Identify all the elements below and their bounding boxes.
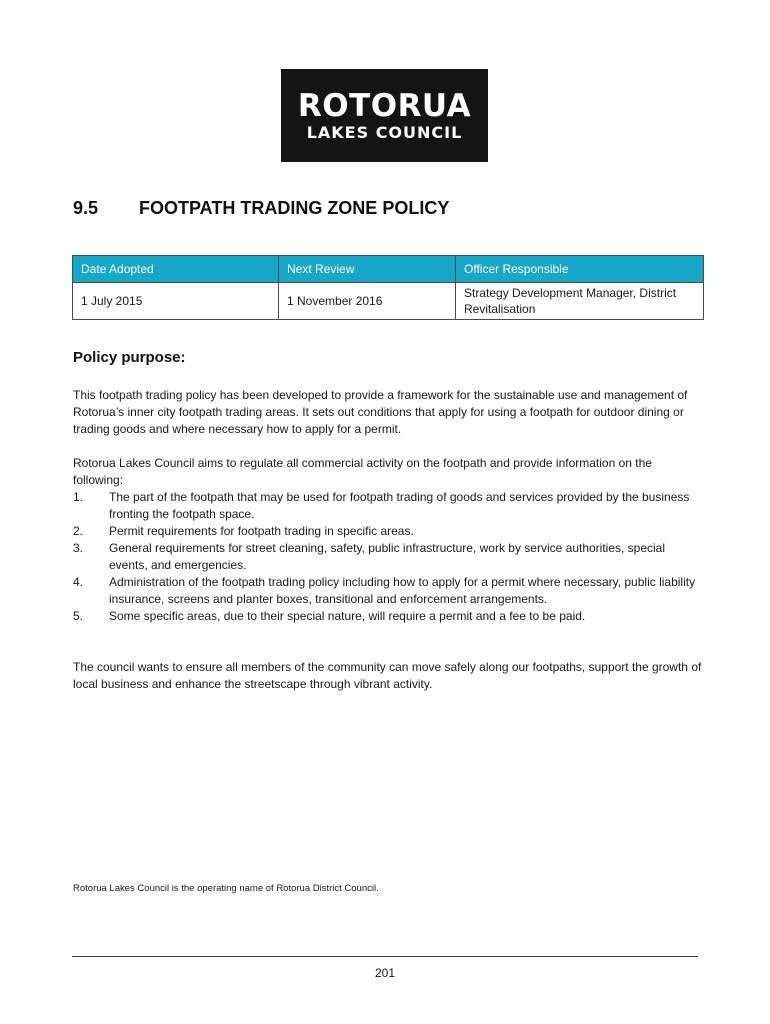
cell-date-adopted: 1 July 2015 <box>73 283 279 320</box>
list-item-number: 4. <box>73 575 84 589</box>
heading-title: FOOTPATH TRADING ZONE POLICY <box>139 198 450 218</box>
header-officer-responsible: Officer Responsible <box>456 256 704 283</box>
policy-info-table <box>72 255 704 320</box>
list-item-text: Some specific areas, due to their special nature, will require a permit and a fee to be paid. <box>109 609 586 623</box>
list-item <box>73 608 703 625</box>
table-row <box>73 283 704 320</box>
header-date-adopted: Date Adopted <box>73 256 279 283</box>
footnote: Rotorua Lakes Council is the operating name of Rotorua District Council. <box>73 883 379 894</box>
list-item-text: Permit requirements for footpath trading in specific areas. <box>109 524 414 538</box>
logo-line-lakes-council: LAKES COUNCIL <box>306 123 463 142</box>
policy-heading <box>73 198 449 219</box>
list-item-text: Administration of the footpath trading policy including how to apply for a permit where necessary, public liability insurance, screens and planter boxes, transitional and enforcement arrangements. <box>109 575 696 606</box>
council-logo <box>281 69 488 162</box>
table-header-row <box>73 256 704 283</box>
list-item-number: 2. <box>73 524 84 538</box>
paragraph-intro: This footpath trading policy has been developed to provide a framework for the sustainable use and management of Rotorua’s inner city footpath trading areas. It sets out conditions that apply for using a footpath for outdoor dining or trading goods and where necessary how to apply for a permit. <box>73 388 688 436</box>
logo-line-rotorua: ROTORUA <box>297 88 472 124</box>
list-item <box>73 574 703 608</box>
list-item <box>73 540 703 574</box>
footer-divider <box>72 956 698 957</box>
list-item-text: The part of the footpath that may be used for footpath trading of goods and services provided by the business fronting the footpath space. <box>109 490 690 521</box>
list-item-number: 1. <box>73 490 84 504</box>
requirements-list <box>73 489 703 625</box>
cell-next-review: 1 November 2016 <box>279 283 456 320</box>
list-item <box>73 489 703 523</box>
list-item-text: General requirements for street cleaning, safety, public infrastructure, work by service authorities, special events, and emergencies. <box>109 541 666 572</box>
paragraph-council-goal: The council wants to ensure all members of the community can move safely along our footpaths, support the growth of local business and enhance the streetscape through vibrant activity. <box>73 660 702 691</box>
list-item <box>73 523 703 540</box>
page-number: 201 <box>374 966 396 980</box>
paragraph-aims: Rotorua Lakes Council aims to regulate all commercial activity on the footpath and provide information on the following: <box>73 456 652 487</box>
list-item-number: 3. <box>73 541 84 555</box>
cell-officer-responsible: Strategy Development Manager, District Revitalisation <box>456 283 704 320</box>
list-item-number: 5. <box>73 609 84 623</box>
heading-number: 9.5 <box>73 198 99 218</box>
header-next-review: Next Review <box>279 256 456 283</box>
section-title: Policy purpose: <box>73 349 186 366</box>
